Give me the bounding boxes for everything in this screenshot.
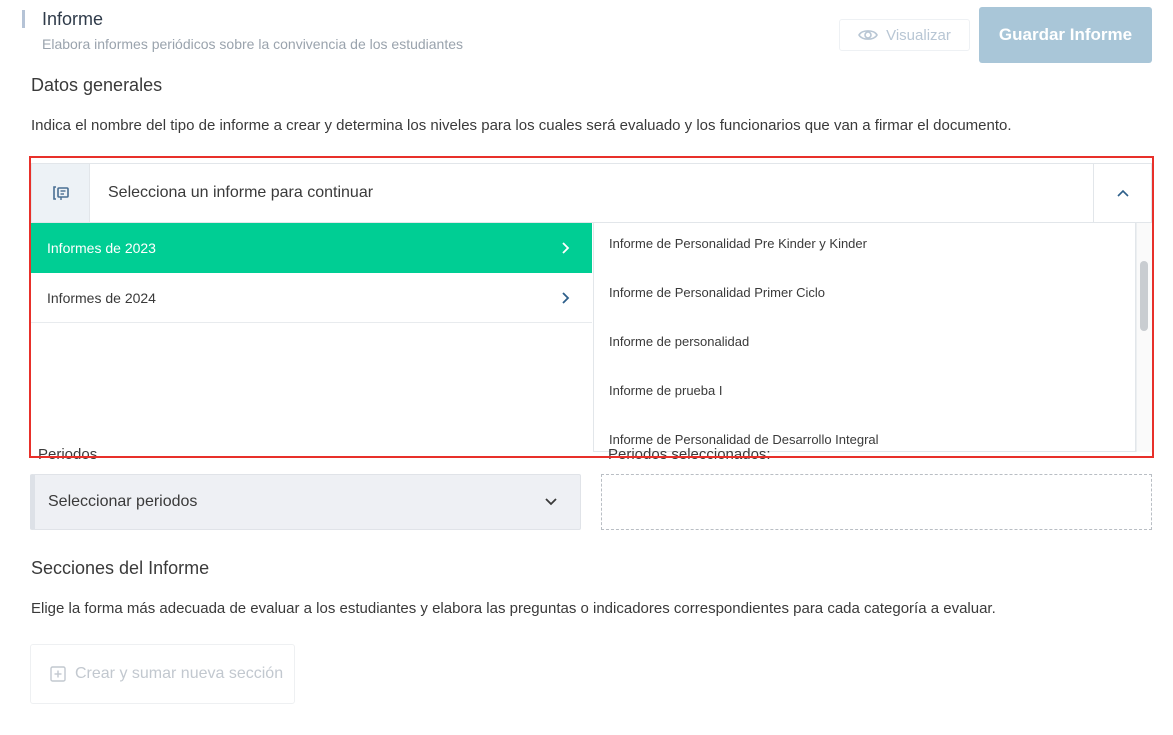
- page-subtitle: Elabora informes periódicos sobre la convivencia de los estudiantes: [42, 36, 464, 52]
- periods-label: Periodos: [38, 446, 98, 463]
- general-section-title: Datos generales: [31, 75, 163, 95]
- year-item-2024[interactable]: [31, 273, 592, 323]
- periods-select-placeholder: Seleccionar periodos: [48, 493, 198, 510]
- plus-square-icon: [50, 666, 66, 682]
- report-icon: [52, 185, 70, 201]
- periods-select[interactable]: [30, 474, 581, 530]
- sections-description: Elige la forma más adecuada de evaluar a los estudiantes y elabora las preguntas o indicadores correspondientes para cada categoría a evaluar.: [31, 600, 996, 617]
- report-select-placeholder: Selecciona un informe para continuar: [108, 184, 374, 201]
- chevron-right-icon: [560, 291, 570, 305]
- visualize-button-label: Visualizar: [886, 26, 951, 44]
- report-option[interactable]: Informe de Personalidad de Desarrollo Integral: [609, 432, 879, 447]
- add-section-label: Crear y sumar nueva sección: [75, 665, 284, 682]
- add-section-button[interactable]: [30, 644, 295, 704]
- eye-icon: [858, 28, 878, 42]
- selected-periods-area: [601, 474, 1152, 530]
- title-accent-bar: [22, 10, 25, 28]
- report-option[interactable]: Informe de Personalidad Pre Kinder y Kinder: [609, 236, 867, 251]
- report-list: [593, 223, 1136, 452]
- page-title: Informe: [42, 9, 104, 29]
- chevron-up-icon: [1116, 189, 1130, 198]
- report-select[interactable]: [31, 163, 1152, 223]
- general-section-description: Indica el nombre del tipo de informe a crear y determina los niveles para los cuales será evaluado y los funcionarios que van a firmar el documento.: [31, 117, 1012, 134]
- year-item-2023[interactable]: [31, 223, 592, 273]
- year-item-label: Informes de 2023: [47, 240, 156, 256]
- report-option[interactable]: Informe de Personalidad Primer Ciclo: [609, 285, 826, 300]
- chevron-right-icon: [560, 241, 570, 255]
- chevron-down-icon: [544, 497, 558, 507]
- report-list-scrollbar[interactable]: [1136, 223, 1152, 452]
- report-select-toggle[interactable]: [1093, 164, 1151, 222]
- report-select-icon-box: [32, 164, 90, 222]
- sections-title: Secciones del Informe: [31, 558, 210, 578]
- year-item-label: Informes de 2024: [47, 289, 156, 306]
- report-option[interactable]: Informe de prueba I: [609, 383, 723, 398]
- report-option[interactable]: Informe de personalidad: [609, 334, 750, 349]
- visualize-button[interactable]: [839, 19, 970, 51]
- save-report-button[interactable]: Guardar Informe: [979, 7, 1152, 63]
- selected-periods-label: Periodos seleccionados:: [608, 446, 771, 463]
- year-list: [31, 223, 592, 452]
- report-list-scrollbar-thumb[interactable]: [1140, 261, 1148, 331]
